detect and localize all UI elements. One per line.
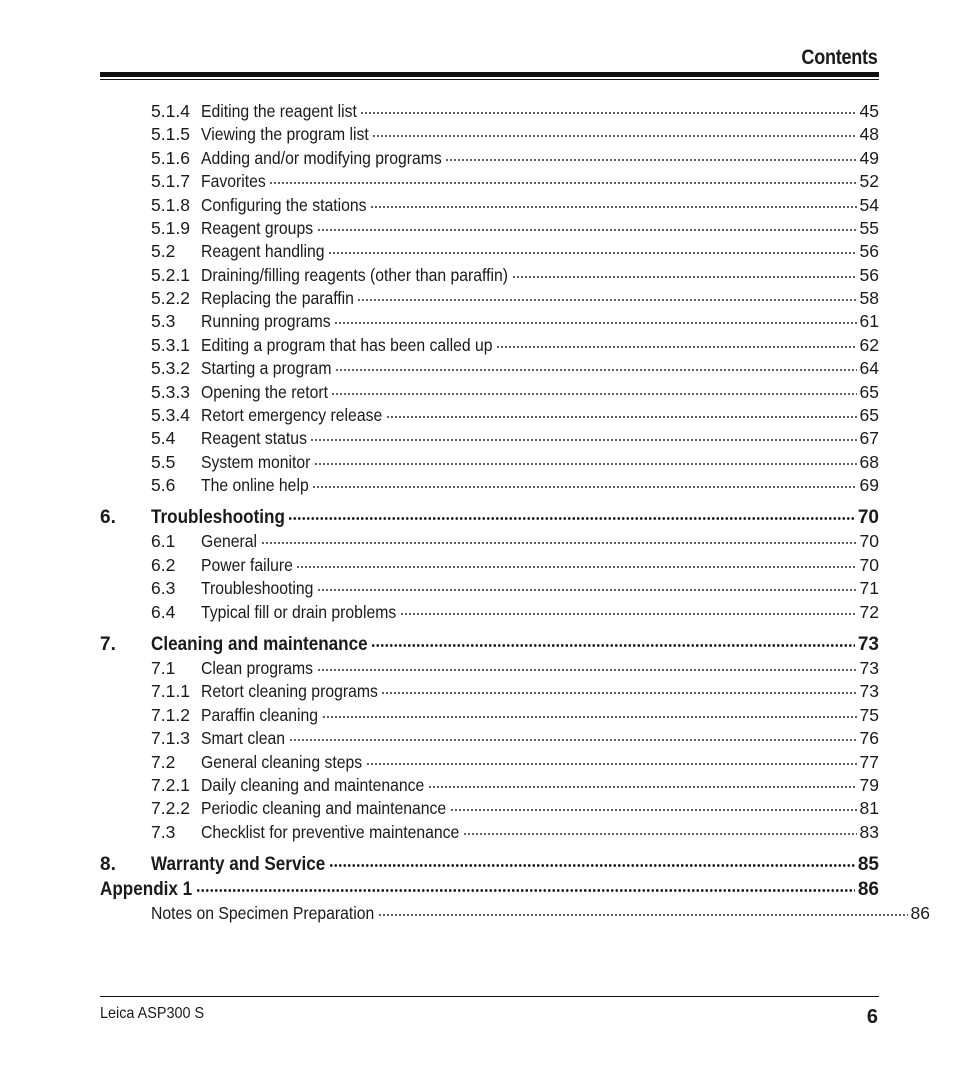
toc-entry-number: 5.6 bbox=[151, 475, 176, 495]
toc-entry-title-text: Typical fill or drain problems bbox=[201, 602, 397, 622]
toc-entry-number: 5.3 bbox=[151, 311, 176, 331]
toc-entry-title-text: Adding and/or modifying programs bbox=[201, 148, 442, 168]
toc-entry-page: 49 bbox=[859, 148, 879, 168]
toc-entry-title bbox=[201, 241, 325, 262]
toc-dot-leader bbox=[288, 517, 855, 520]
toc-entry-title-text: Configuring the stations bbox=[201, 195, 367, 215]
footer-page-number: 6 bbox=[866, 1006, 878, 1028]
toc-entry-title-text: Periodic cleaning and maintenance bbox=[201, 798, 447, 818]
page-title: Contents bbox=[801, 46, 878, 69]
toc-entry-page: 75 bbox=[859, 705, 879, 725]
toc-entry-page: 76 bbox=[859, 728, 879, 748]
toc-entry[interactable] bbox=[100, 903, 930, 925]
toc-entry-page: 61 bbox=[859, 311, 879, 331]
toc-entry[interactable] bbox=[100, 705, 879, 727]
toc-dot-leader bbox=[370, 206, 857, 208]
toc-entry-number: 7.2.1 bbox=[151, 775, 190, 795]
toc-dot-leader bbox=[371, 644, 855, 647]
toc-entry-page: 71 bbox=[859, 578, 879, 598]
toc-entry[interactable] bbox=[100, 358, 879, 380]
toc-entry-title-text: Cleaning and maintenance bbox=[151, 634, 368, 655]
toc-entry-title-text: Notes on Specimen Preparation bbox=[151, 903, 375, 923]
toc-entry-page: 85 bbox=[857, 854, 879, 875]
toc-entry-number: 7.2.2 bbox=[151, 798, 190, 818]
toc-entry-number: 6.4 bbox=[151, 602, 176, 622]
toc-entry[interactable] bbox=[100, 218, 879, 240]
toc-entry-page: 54 bbox=[859, 195, 879, 215]
toc-entry-title bbox=[201, 358, 332, 379]
toc-entry-title-text: Troubleshooting bbox=[151, 507, 285, 528]
toc-dot-leader bbox=[428, 786, 857, 788]
toc-entry-title bbox=[201, 382, 328, 403]
toc-entry-number: 7.1 bbox=[151, 658, 176, 678]
toc-entry-title bbox=[201, 475, 309, 496]
toc-dot-leader bbox=[196, 889, 855, 892]
toc-entry-number: 5.1.6 bbox=[151, 148, 190, 168]
toc-entry[interactable] bbox=[100, 602, 879, 624]
toc-entry-title bbox=[201, 265, 509, 286]
toc-dot-leader bbox=[400, 613, 857, 615]
toc-entry-page: 86 bbox=[857, 879, 879, 900]
toc-entry-number: 5.1.4 bbox=[151, 101, 190, 121]
toc-dot-leader bbox=[381, 692, 857, 694]
toc-entry-page: 73 bbox=[857, 634, 879, 655]
toc-entry-title-text: Power failure bbox=[201, 555, 293, 575]
toc-entry-number: 7.1.2 bbox=[151, 705, 190, 725]
toc-entry-page: 73 bbox=[859, 681, 879, 701]
toc-dot-leader bbox=[317, 589, 857, 591]
toc-entry-page: 62 bbox=[859, 335, 879, 355]
toc-entry-title bbox=[201, 728, 286, 749]
toc-dot-leader bbox=[329, 864, 855, 867]
toc-entry[interactable] bbox=[100, 124, 879, 146]
toc-entry[interactable] bbox=[100, 382, 879, 404]
toc-entry-title bbox=[201, 101, 357, 122]
toc-entry[interactable] bbox=[100, 775, 879, 797]
toc-entry[interactable] bbox=[100, 171, 879, 193]
toc-dot-leader bbox=[310, 439, 857, 441]
toc-entry-number: 5.2.2 bbox=[151, 288, 190, 308]
toc-entry[interactable] bbox=[100, 101, 879, 123]
toc-entry-title bbox=[201, 311, 331, 332]
toc-entry-number: 5.3.4 bbox=[151, 405, 190, 425]
toc-dot-leader bbox=[360, 112, 857, 114]
toc-entry[interactable] bbox=[100, 822, 879, 844]
toc-entry-title-text: Warranty and Service bbox=[151, 854, 326, 875]
toc-entry-title-text: Editing the reagent list bbox=[201, 101, 357, 121]
toc-entry[interactable] bbox=[100, 681, 879, 703]
toc-entry[interactable] bbox=[100, 728, 879, 750]
toc-entry-title bbox=[201, 775, 425, 796]
toc-entry-page: 79 bbox=[859, 775, 879, 795]
toc-entry[interactable] bbox=[100, 241, 879, 263]
toc-entry-title bbox=[201, 195, 367, 216]
toc-entry-title-text: Checklist for preventive maintenance bbox=[201, 822, 460, 842]
toc-entry-title bbox=[201, 602, 397, 623]
toc-entry-number: 7. bbox=[100, 634, 116, 655]
toc-entry-page: 70 bbox=[859, 531, 879, 551]
toc-entry[interactable] bbox=[100, 195, 879, 217]
toc-entry-title-text: General bbox=[201, 531, 258, 551]
toc-dot-leader bbox=[269, 182, 857, 184]
toc-entry-title bbox=[201, 752, 363, 773]
toc-dot-leader bbox=[261, 542, 857, 544]
toc-entry-title bbox=[151, 634, 368, 656]
toc-entry-title bbox=[201, 124, 369, 145]
toc-dot-leader bbox=[512, 276, 857, 278]
toc-entry-title-text: Reagent handling bbox=[201, 241, 325, 261]
toc-dot-leader bbox=[328, 252, 857, 254]
toc-entry-number: 8. bbox=[100, 854, 116, 875]
toc-entry[interactable] bbox=[100, 578, 879, 600]
toc-dot-leader bbox=[312, 486, 857, 488]
toc-entry[interactable] bbox=[100, 335, 879, 357]
toc-chapter-entry[interactable] bbox=[100, 507, 879, 531]
toc-entry-title bbox=[201, 452, 311, 473]
toc-entry-title-text: Appendix 1 bbox=[100, 879, 193, 900]
toc-entry-title-text: The online help bbox=[201, 475, 309, 495]
toc-entry[interactable] bbox=[100, 265, 879, 287]
toc-entry-title-text: Smart clean bbox=[201, 728, 286, 748]
toc-entry-title bbox=[201, 822, 460, 843]
toc-entry-number: 5.1.9 bbox=[151, 218, 190, 238]
toc-entry-title bbox=[201, 578, 314, 599]
toc-entry-title bbox=[201, 531, 258, 552]
toc-entry-number: 5.2.1 bbox=[151, 265, 190, 285]
toc-entry[interactable] bbox=[100, 405, 879, 427]
toc-entry-page: 67 bbox=[859, 428, 879, 448]
toc-entry-title-text: Draining/filling reagents (other than paraffin) bbox=[201, 265, 509, 285]
toc-entry-title-text: Editing a program that has been called up bbox=[201, 335, 493, 355]
toc-entry-title bbox=[151, 903, 375, 924]
toc-dot-leader bbox=[450, 809, 857, 811]
toc-entry-number: 7.1.3 bbox=[151, 728, 190, 748]
toc-entry-page: 83 bbox=[859, 822, 879, 842]
toc-entry-title-text: Retort cleaning programs bbox=[201, 681, 378, 701]
toc-entry-title-text: Viewing the program list bbox=[201, 124, 369, 144]
header-rule-thin bbox=[100, 79, 879, 80]
toc-entry-title bbox=[201, 148, 442, 169]
toc-dot-leader bbox=[357, 299, 857, 301]
toc-entry-page: 55 bbox=[859, 218, 879, 238]
toc-entry[interactable] bbox=[100, 798, 879, 820]
toc-entry-title bbox=[201, 658, 314, 679]
toc-entry-page: 86 bbox=[910, 903, 930, 923]
toc-entry-number: 5.5 bbox=[151, 452, 176, 472]
toc-dot-leader bbox=[366, 763, 857, 765]
toc-entry[interactable] bbox=[100, 452, 879, 474]
toc-entry-page: 65 bbox=[859, 382, 879, 402]
toc-dot-leader bbox=[331, 393, 857, 395]
toc-entry-number: 7.2 bbox=[151, 752, 176, 772]
toc-entry-page: 69 bbox=[859, 475, 879, 495]
toc-dot-leader bbox=[496, 346, 857, 348]
toc-entry-title bbox=[201, 171, 266, 192]
toc-entry-title-text: Reagent groups bbox=[201, 218, 314, 238]
toc-dot-leader bbox=[322, 716, 857, 718]
toc-entry-title-text: Favorites bbox=[201, 171, 266, 191]
toc-entry[interactable] bbox=[100, 311, 879, 333]
toc-entry-page: 70 bbox=[859, 555, 879, 575]
toc-entry-title-text: Paraffin cleaning bbox=[201, 705, 319, 725]
toc-entry-page: 77 bbox=[859, 752, 879, 772]
toc-entry-number: 5.3.2 bbox=[151, 358, 190, 378]
toc-entry-title-text: Opening the retort bbox=[201, 382, 328, 402]
toc-entry-title bbox=[201, 218, 314, 239]
toc-dot-leader bbox=[289, 739, 857, 741]
toc-dot-leader bbox=[378, 914, 908, 916]
toc-entry-title bbox=[201, 798, 447, 819]
toc-entry-title bbox=[201, 405, 383, 426]
toc-entry-title bbox=[201, 335, 493, 356]
toc-dot-leader bbox=[335, 369, 857, 371]
toc-entry-page: 45 bbox=[859, 101, 879, 121]
toc-entry-title bbox=[201, 428, 307, 449]
toc-entry-number: 5.1.5 bbox=[151, 124, 190, 144]
toc-entry[interactable] bbox=[100, 531, 879, 553]
toc-entry-title-text: System monitor bbox=[201, 452, 311, 472]
toc-entry-page: 81 bbox=[859, 798, 879, 818]
toc-entry-page: 58 bbox=[859, 288, 879, 308]
toc-entry-number: 6. bbox=[100, 507, 116, 528]
footer-product-text: Leica ASP300 S bbox=[100, 1005, 205, 1022]
toc-entry-number: 5.3.3 bbox=[151, 382, 190, 402]
toc-entry-title bbox=[201, 681, 378, 702]
toc-dot-leader bbox=[463, 833, 857, 835]
toc-dot-leader bbox=[314, 463, 857, 465]
toc-entry-title bbox=[201, 555, 293, 576]
toc-entry-number: 7.3 bbox=[151, 822, 176, 842]
toc-entry[interactable] bbox=[100, 555, 879, 577]
toc-entry-title-text: Starting a program bbox=[201, 358, 332, 378]
toc-entry-title-text: Clean programs bbox=[201, 658, 314, 678]
toc-chapter-entry[interactable] bbox=[100, 879, 879, 903]
toc-entry-page: 52 bbox=[859, 171, 879, 191]
toc-dot-leader bbox=[334, 322, 857, 324]
toc-entry-page: 68 bbox=[859, 452, 879, 472]
toc-entry-number: 7.1.1 bbox=[151, 681, 190, 701]
toc-entry-title bbox=[201, 288, 354, 309]
toc-entry-title-text: Retort emergency release bbox=[201, 405, 383, 425]
toc-entry-page: 56 bbox=[859, 241, 879, 261]
toc-entry-number: 5.1.7 bbox=[151, 171, 190, 191]
toc-entry-page: 64 bbox=[859, 358, 879, 378]
footer-product-name bbox=[100, 1005, 216, 1023]
toc-entry[interactable] bbox=[100, 148, 879, 170]
toc-dot-leader bbox=[317, 669, 857, 671]
header-rule-thick bbox=[100, 72, 879, 77]
toc-dot-leader bbox=[317, 229, 857, 231]
toc-entry-page: 73 bbox=[859, 658, 879, 678]
toc-entry-number: 5.4 bbox=[151, 428, 176, 448]
toc-entry-number: 5.3.1 bbox=[151, 335, 190, 355]
toc-entry-number: 6.3 bbox=[151, 578, 176, 598]
toc-entry[interactable] bbox=[100, 428, 879, 450]
footer-rule bbox=[100, 996, 879, 997]
toc-entry[interactable] bbox=[100, 658, 879, 680]
toc-chapter-entry[interactable] bbox=[100, 854, 879, 878]
toc-entry-title-text: General cleaning steps bbox=[201, 752, 363, 772]
toc-dot-leader bbox=[296, 566, 857, 568]
toc-entry-title-text: Reagent status bbox=[201, 428, 307, 448]
toc-entry-title bbox=[151, 854, 326, 876]
toc-entry[interactable] bbox=[100, 288, 879, 310]
toc-entry-page: 56 bbox=[859, 265, 879, 285]
toc-chapter-entry[interactable] bbox=[100, 634, 879, 658]
toc-entry-title-text: Replacing the paraffin bbox=[201, 288, 354, 308]
toc-entry-page: 72 bbox=[859, 602, 879, 622]
toc-dot-leader bbox=[386, 416, 857, 418]
toc-entry-page: 65 bbox=[859, 405, 879, 425]
toc-entry-number: 6.1 bbox=[151, 531, 176, 551]
toc-entry-title-text: Troubleshooting bbox=[201, 578, 314, 598]
toc-entry-number: 5.2 bbox=[151, 241, 176, 261]
toc-entry-title-text: Running programs bbox=[201, 311, 331, 331]
toc-entry[interactable] bbox=[100, 752, 879, 774]
toc-dot-leader bbox=[372, 135, 857, 137]
toc-entry-title bbox=[100, 879, 193, 901]
toc-entry-title bbox=[151, 507, 285, 529]
toc-dot-leader bbox=[445, 159, 857, 161]
toc-entry-number: 5.1.8 bbox=[151, 195, 190, 215]
toc-entry-page: 48 bbox=[859, 124, 879, 144]
toc-entry-page: 70 bbox=[857, 507, 879, 528]
toc-entry-title-text: Daily cleaning and maintenance bbox=[201, 775, 425, 795]
toc-entry[interactable] bbox=[100, 475, 879, 497]
toc-entry-number: 6.2 bbox=[151, 555, 176, 575]
toc-entry-title bbox=[201, 705, 319, 726]
